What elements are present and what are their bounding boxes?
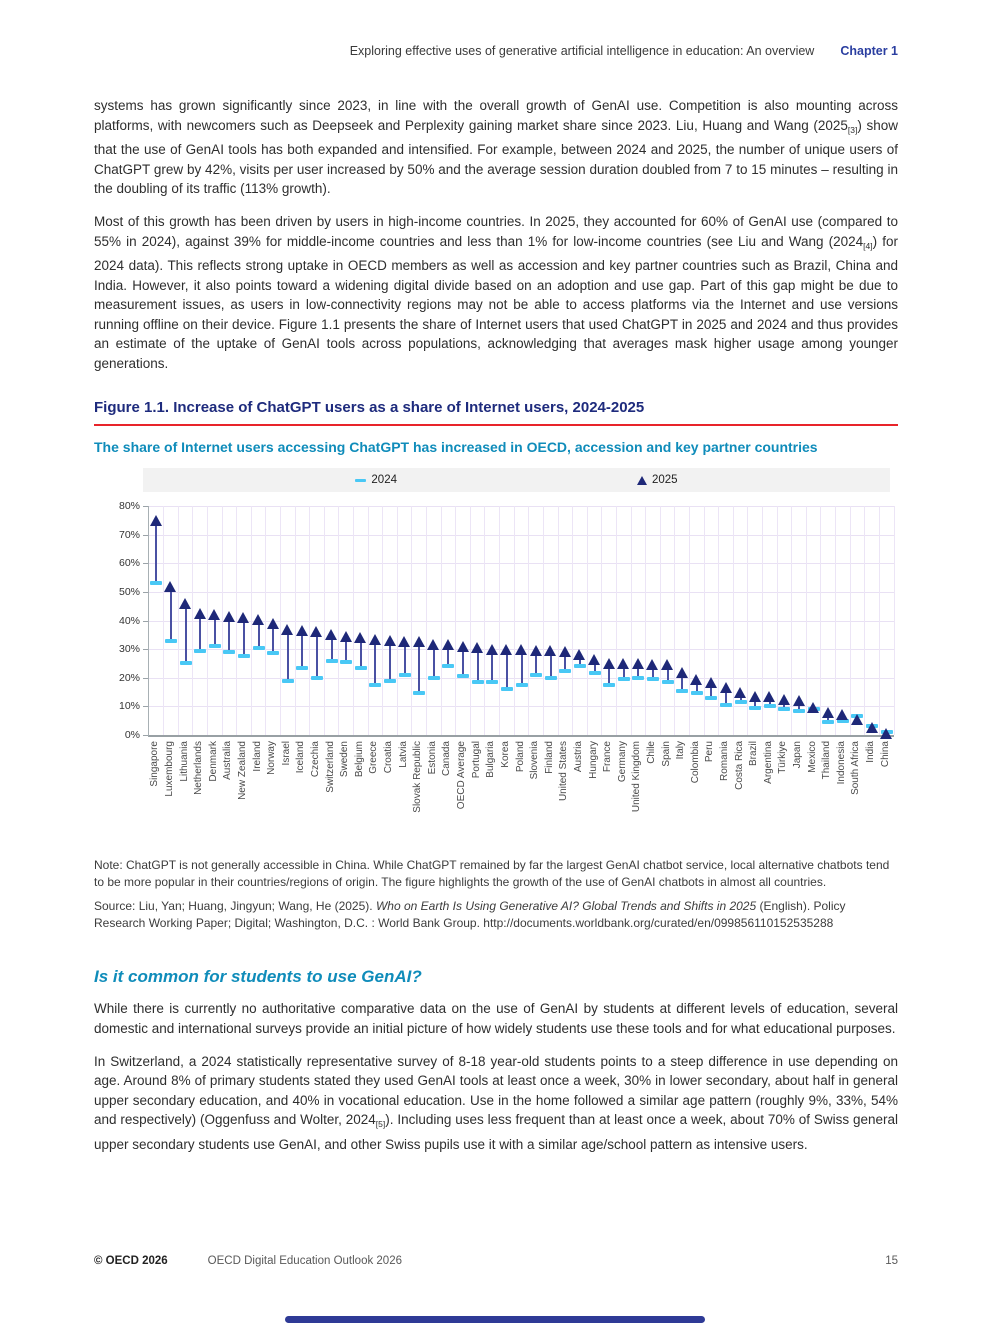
footer-book-title: OECD Digital Education Outlook 2026 xyxy=(207,1255,402,1267)
marker-2024-dash xyxy=(369,683,381,687)
marker-2025-triangle xyxy=(384,635,396,646)
gridline-vertical xyxy=(558,506,559,735)
marker-2024-dash xyxy=(384,679,396,683)
x-axis-label: Poland xyxy=(514,741,526,773)
x-axis-label: Romania xyxy=(719,741,730,782)
x-axis-label: Norway xyxy=(266,741,278,775)
figure-title-rule xyxy=(94,424,898,426)
x-axis-label: Denmark xyxy=(207,741,219,782)
y-axis-label: 20% xyxy=(118,671,140,684)
marker-2025-triangle xyxy=(486,644,498,655)
marker-2024-dash xyxy=(516,683,528,687)
gridline-vertical xyxy=(689,506,690,735)
page-header xyxy=(94,44,898,58)
gridline-vertical xyxy=(631,506,632,735)
marker-2024-dash xyxy=(647,677,659,681)
series-stem xyxy=(301,631,303,668)
gridline-vertical xyxy=(528,506,529,735)
gridline-vertical xyxy=(192,506,193,735)
x-axis-label: Slovenia xyxy=(529,741,541,780)
marker-2025-triangle xyxy=(836,709,848,720)
gridline-vertical xyxy=(674,506,675,735)
section-heading: Is it common for students to use GenAI? xyxy=(94,967,422,986)
gridline-vertical xyxy=(441,506,442,735)
marker-2024-dash xyxy=(501,687,513,691)
legend-item-2025 xyxy=(637,474,678,486)
series-stem xyxy=(506,649,508,689)
x-axis-label: Japan xyxy=(792,741,804,769)
x-axis-label: Argentina xyxy=(762,741,774,784)
text-run: systems has grown significantly since 2023, in line with the overall growth of GenAI use. Competition is also mounting across platforms, with newcomers such as Deepseek and Perplexity gaining market share since 2023. Liu, Huang and Wang (2025 xyxy=(94,98,898,133)
x-axis-label: United Kingdom xyxy=(631,741,643,813)
gridline-vertical xyxy=(499,506,500,735)
x-axis-label: Thailand xyxy=(821,741,833,780)
marker-2025-triangle xyxy=(559,646,571,657)
marker-2025-triangle xyxy=(398,636,410,647)
marker-2024-dash xyxy=(574,664,586,668)
gridline-vertical xyxy=(835,506,836,735)
marker-2025-triangle xyxy=(442,639,454,650)
marker-2024-dash xyxy=(735,700,747,704)
marker-2025-triangle xyxy=(734,687,746,698)
marker-2025-triangle xyxy=(237,612,249,623)
gridline-vertical xyxy=(382,506,383,735)
marker-2025-triangle xyxy=(646,659,658,670)
marker-2024-dash xyxy=(238,654,250,658)
legend-2025-triangle-icon xyxy=(637,476,647,485)
marker-2024-dash xyxy=(150,581,162,585)
figure-chart xyxy=(102,500,898,839)
marker-2025-triangle xyxy=(150,515,162,526)
marker-2025-triangle xyxy=(617,658,629,669)
marker-2025-triangle xyxy=(763,691,775,702)
footer-copyright: © OECD 2026 xyxy=(94,1255,168,1267)
marker-2025-triangle xyxy=(676,667,688,678)
x-axis-label: Costa Rica xyxy=(733,741,745,790)
gridline-vertical xyxy=(879,506,880,735)
x-axis-label: Croatia xyxy=(383,741,395,774)
gridline-horizontal xyxy=(149,535,894,536)
marker-2025-triangle xyxy=(413,636,425,647)
marker-2025-triangle xyxy=(340,631,352,642)
marker-2025-triangle xyxy=(208,609,220,620)
legend-item-2024 xyxy=(355,474,397,486)
text-run: ). Including uses less frequent than at least once a week, about 70% of Swiss general upper secondary students use GenAI, and other Swiss pupils use it with a similar age/school pattern as intensive users. xyxy=(94,1112,898,1152)
x-axis-label: Singapore xyxy=(149,741,161,787)
x-axis-label: Estonia xyxy=(426,741,438,775)
text-run: (English). Policy Research Working Paper; Digital; Washington, D.C. : World Bank Group. http://documents.worldbank.org/curated/en/099856110152535288 xyxy=(94,899,846,930)
marker-2024-dash xyxy=(399,673,411,677)
gridline-vertical xyxy=(178,506,179,735)
x-axis-label: Hungary xyxy=(587,741,599,779)
x-axis-label: Slovak Republic xyxy=(412,741,424,813)
marker-2025-triangle xyxy=(705,677,717,688)
gridline-vertical xyxy=(411,506,412,735)
gridline-vertical xyxy=(733,506,734,735)
y-axis-label: 40% xyxy=(118,614,140,627)
x-axis-label: Latvia xyxy=(397,741,409,768)
marker-2024-dash xyxy=(267,651,279,655)
y-axis-label: 10% xyxy=(118,700,140,713)
plot-area xyxy=(148,506,894,737)
x-axis-label: Czechia xyxy=(309,741,321,778)
series-stem xyxy=(418,642,420,694)
text-run: In Switzerland, a 2024 statistically representative survey of 8-18 year-old students points to a steep difference in use depending on age. Around 8% of primary students stated they used GenAI tools at least once a week, 30% in lower secondary, about half in general upper secondary education, and 40% in vocational education. Use in the home followed a similar age pattern (roughly 9%, 33%, 54% and respectively) (Oggenfuss and Wolter, 2024 xyxy=(94,1053,898,1127)
marker-2025-triangle xyxy=(661,659,673,670)
marker-2024-dash xyxy=(662,680,674,684)
gridline-vertical xyxy=(455,506,456,735)
gridline-vertical xyxy=(543,506,544,735)
marker-2024-dash xyxy=(413,691,425,695)
gridline-horizontal xyxy=(149,563,894,564)
marker-2024-dash xyxy=(223,650,235,654)
x-axis-label: Portugal xyxy=(470,741,482,779)
gridline-vertical xyxy=(601,506,602,735)
gridline-vertical xyxy=(295,506,296,735)
gridline-vertical xyxy=(718,506,719,735)
marker-2025-triangle xyxy=(530,645,542,656)
gridline-vertical xyxy=(163,506,164,735)
gridline-horizontal xyxy=(149,592,894,593)
marker-2025-triangle xyxy=(164,581,176,592)
text-run: Source: Liu, Yan; Huang, Jingyun; Wang, He (2025). xyxy=(94,899,376,913)
marker-2024-dash xyxy=(311,676,323,680)
marker-2024-dash xyxy=(822,720,834,724)
marker-2025-triangle xyxy=(690,674,702,685)
marker-2025-triangle xyxy=(325,629,337,640)
marker-2025-triangle xyxy=(807,702,819,713)
marker-2025-triangle xyxy=(880,728,892,739)
marker-2025-triangle xyxy=(822,707,834,718)
gridline-vertical xyxy=(426,506,427,735)
marker-2024-dash xyxy=(194,649,206,653)
gridline-vertical xyxy=(850,506,851,735)
series-stem xyxy=(170,586,172,640)
marker-2025-triangle xyxy=(252,614,264,625)
marker-2025-triangle xyxy=(851,714,863,725)
y-axis-label: 30% xyxy=(118,643,140,656)
gridline-vertical xyxy=(645,506,646,735)
series-stem xyxy=(374,639,376,685)
x-axis-label: Greece xyxy=(368,741,380,774)
gridline-vertical xyxy=(660,506,661,735)
marker-2025-triangle xyxy=(223,611,235,622)
series-stem xyxy=(155,520,157,583)
y-axis xyxy=(102,500,148,741)
marker-2024-dash xyxy=(340,660,352,664)
gridline-vertical xyxy=(820,506,821,735)
series-stem xyxy=(185,603,187,663)
gridline-vertical xyxy=(353,506,354,735)
marker-2024-dash xyxy=(326,659,338,663)
figure-note: Note: ChatGPT is not generally accessible in China. While ChatGPT remained by far the largest GenAI chatbot service, local alternative chatbots tend to be more popular in their countries/regions of origin. The figure highlights the growth of the use of GenAI chatbots in almost all countries. xyxy=(94,858,890,889)
marker-2024-dash xyxy=(632,676,644,680)
gridline-vertical xyxy=(338,506,339,735)
running-title: Exploring effective uses of generative artificial intelligence in education: An overview xyxy=(349,44,815,58)
gridline-vertical xyxy=(368,506,369,735)
x-axis-label: Lithuania xyxy=(178,741,190,782)
marker-2024-dash xyxy=(486,680,498,684)
x-axis-label: France xyxy=(602,741,614,773)
section-paragraph-1 xyxy=(94,999,898,1038)
text-run: Most of this growth has been driven by users in high-income countries. In 2025, they accounted for 60% of GenAI use (compared to 55% in 2024), against 39% for middle-income countries and less than 1% for low-income countries (see Liu and Wang (2024 xyxy=(94,214,898,249)
text-run: While there is currently no authoritative comparative data on the use of GenAI by students at different levels of education, several domestic and international surveys provide an initial picture of how widely students use these tools and for what educational purposes. xyxy=(94,1001,898,1036)
marker-2024-dash xyxy=(676,689,688,693)
footer-page-number: 15 xyxy=(885,1255,898,1267)
marker-2025-triangle xyxy=(588,654,600,665)
y-axis-label: 80% xyxy=(118,500,140,512)
x-axis-label: India xyxy=(865,741,877,763)
marker-2025-triangle xyxy=(749,691,761,702)
x-axis-label: Brazil xyxy=(748,741,760,767)
figure-source xyxy=(94,898,898,931)
series-stem xyxy=(199,613,201,650)
marker-2024-dash xyxy=(428,676,440,680)
marker-2024-dash xyxy=(589,671,601,675)
gridline-vertical xyxy=(704,506,705,735)
marker-2024-dash xyxy=(720,703,732,707)
gridline-vertical xyxy=(207,506,208,735)
x-axis-label: Austria xyxy=(572,741,584,773)
marker-2025-triangle xyxy=(603,658,615,669)
x-axis-label: Belgium xyxy=(353,741,365,778)
marker-2024-dash xyxy=(618,677,630,681)
text-run-sub: [4] xyxy=(863,240,873,251)
gridline-vertical xyxy=(616,506,617,735)
x-axis-label: Korea xyxy=(499,741,511,768)
y-axis-label: 50% xyxy=(118,585,140,598)
marker-2024-dash xyxy=(764,704,776,708)
marker-2025-triangle xyxy=(793,695,805,706)
marker-2024-dash xyxy=(165,639,177,643)
series-stem xyxy=(287,629,289,681)
marker-2025-triangle xyxy=(267,618,279,629)
marker-2025-triangle xyxy=(194,608,206,619)
marker-2025-triangle xyxy=(296,625,308,636)
text-run-italic: Who on Earth Is Using Generative AI? Global Trends and Shifts in 2025 xyxy=(375,899,757,913)
x-axis-label: Mexico xyxy=(806,741,818,773)
y-axis-label: 0% xyxy=(124,729,140,741)
text-run: ) show that the use of GenAI tools has both expanded and intensified. For example, between 2024 and 2025, the number of unique users of ChatGPT grew by 42%, visits per user increased by 50% and the average session duration doubled from 7 to 15 minutes – resulting in the doubling of its traffic (113% growth). xyxy=(94,117,899,196)
x-axis-label: Germany xyxy=(616,741,628,783)
gridline-vertical xyxy=(864,506,865,735)
marker-2024-dash xyxy=(749,706,761,710)
gridline-vertical xyxy=(514,506,515,735)
gridline-vertical xyxy=(894,506,895,735)
marker-2025-triangle xyxy=(720,682,732,693)
text-run-sub: [3] xyxy=(847,124,858,135)
body-paragraph-1 xyxy=(94,96,898,199)
marker-2024-dash xyxy=(603,683,615,687)
marker-2025-triangle xyxy=(573,649,585,660)
x-axis-label: South Africa xyxy=(850,741,862,795)
marker-2025-triangle xyxy=(179,598,191,609)
gridline-vertical xyxy=(572,506,573,735)
series-stem xyxy=(243,618,245,657)
marker-2024-dash xyxy=(705,696,717,700)
marker-2025-triangle xyxy=(457,641,469,652)
gridline-vertical xyxy=(484,506,485,735)
marker-2024-dash xyxy=(545,676,557,680)
marker-2024-dash xyxy=(691,691,703,695)
x-axis-label: Canada xyxy=(441,741,453,777)
chart-legend xyxy=(143,468,890,492)
x-axis-label: Netherlands xyxy=(193,741,205,795)
marker-2024-dash xyxy=(209,644,221,648)
x-axis-label: Australia xyxy=(222,741,234,780)
x-axis-label: Ireland xyxy=(251,741,263,772)
y-axis-label: 70% xyxy=(118,528,140,541)
text-run-sub: [5] xyxy=(375,1119,386,1129)
x-axis-label: Israel xyxy=(280,741,292,766)
x-axis-label: United States xyxy=(558,741,570,802)
marker-2025-triangle xyxy=(778,694,790,705)
marker-2024-dash xyxy=(793,709,805,713)
marker-2025-triangle xyxy=(427,639,439,650)
x-axis-label: Indonesia xyxy=(835,741,847,785)
gridline-vertical xyxy=(309,506,310,735)
marker-2025-triangle xyxy=(544,645,556,656)
marker-2024-dash xyxy=(180,661,192,665)
x-axis-label: Italy xyxy=(675,741,687,760)
gridline-vertical xyxy=(587,506,588,735)
gridline-horizontal xyxy=(149,506,894,507)
body-paragraph-2 xyxy=(94,212,898,373)
x-axis-label: Spain xyxy=(660,741,672,767)
x-axis-label: Colombia xyxy=(689,741,701,784)
marker-2024-dash xyxy=(559,669,571,673)
figure-title: Figure 1.1. Increase of ChatGPT users as a share of Internet users, 2024-2025 xyxy=(94,399,645,416)
x-axis xyxy=(148,737,893,839)
marker-2025-triangle xyxy=(369,634,381,645)
x-axis-label: Türkiye xyxy=(777,741,789,774)
x-axis-label: Finland xyxy=(543,741,555,774)
x-axis-label: Sweden xyxy=(339,741,351,778)
x-axis-label: Bulgaria xyxy=(485,741,497,778)
y-axis-label: 60% xyxy=(118,557,140,570)
marker-2024-dash xyxy=(253,646,265,650)
marker-2024-dash xyxy=(778,707,790,711)
marker-2025-triangle xyxy=(354,632,366,643)
gridline-vertical xyxy=(324,506,325,735)
x-axis-label: Peru xyxy=(704,741,716,763)
marker-2025-triangle xyxy=(515,644,527,655)
gridline-vertical xyxy=(470,506,471,735)
marker-2025-triangle xyxy=(500,644,512,655)
marker-2025-triangle xyxy=(310,626,322,637)
gridline-vertical xyxy=(397,506,398,735)
marker-2024-dash xyxy=(296,666,308,670)
marker-2024-dash xyxy=(442,664,454,668)
marker-2025-triangle xyxy=(471,642,483,653)
x-axis-label: Switzerland xyxy=(324,741,336,793)
plot-wrap xyxy=(148,506,894,839)
series-stem xyxy=(389,641,391,681)
marker-2025-triangle xyxy=(281,624,293,635)
figure-subtitle: The share of Internet users accessing ChatGPT has increased in OECD, accession and key partner countries xyxy=(94,439,818,455)
x-axis-label: Chile xyxy=(645,741,657,764)
legend-2024-label: 2024 xyxy=(371,474,397,486)
marker-2024-dash xyxy=(355,666,367,670)
marker-2025-triangle xyxy=(866,722,878,733)
section-paragraph-2 xyxy=(94,1052,898,1155)
marker-2024-dash xyxy=(472,680,484,684)
legend-2024-dash-icon xyxy=(355,479,366,482)
text-run: ) for 2024 data). This reflects strong uptake in OECD members as well as accession and key partner countries such as Brazil, China and India. However, it also points toward a widening digital divide based on an adoption and use gap. Part of this gap might be due to measurement issues, as users in low-connectivity regions may not be able to access platforms via the Internet and use versions running offline on their device. Figure 1.1 presents the share of Internet users that used ChatGPT in 2025 and 2024 and thus provides an estimate of the uptake of GenAI tools across populations, acknowledging that averages mask higher usage among younger generations. xyxy=(94,233,898,371)
marker-2025-triangle xyxy=(632,658,644,669)
gridline-vertical xyxy=(280,506,281,735)
page-bottom-bar xyxy=(285,1316,705,1323)
page-footer xyxy=(94,1255,898,1267)
marker-2024-dash xyxy=(282,679,294,683)
x-axis-label: China xyxy=(879,741,891,768)
gridline-vertical xyxy=(806,506,807,735)
x-axis-label: Iceland xyxy=(295,741,307,774)
x-axis-label: OECD Average xyxy=(456,741,468,810)
legend-2025-label: 2025 xyxy=(652,474,678,486)
x-axis-label: Luxembourg xyxy=(163,741,175,797)
series-stem xyxy=(316,632,318,678)
chapter-label: Chapter 1 xyxy=(840,44,898,58)
marker-2024-dash xyxy=(530,673,542,677)
marker-2024-dash xyxy=(457,674,469,678)
x-axis-label: New Zealand xyxy=(236,741,248,800)
